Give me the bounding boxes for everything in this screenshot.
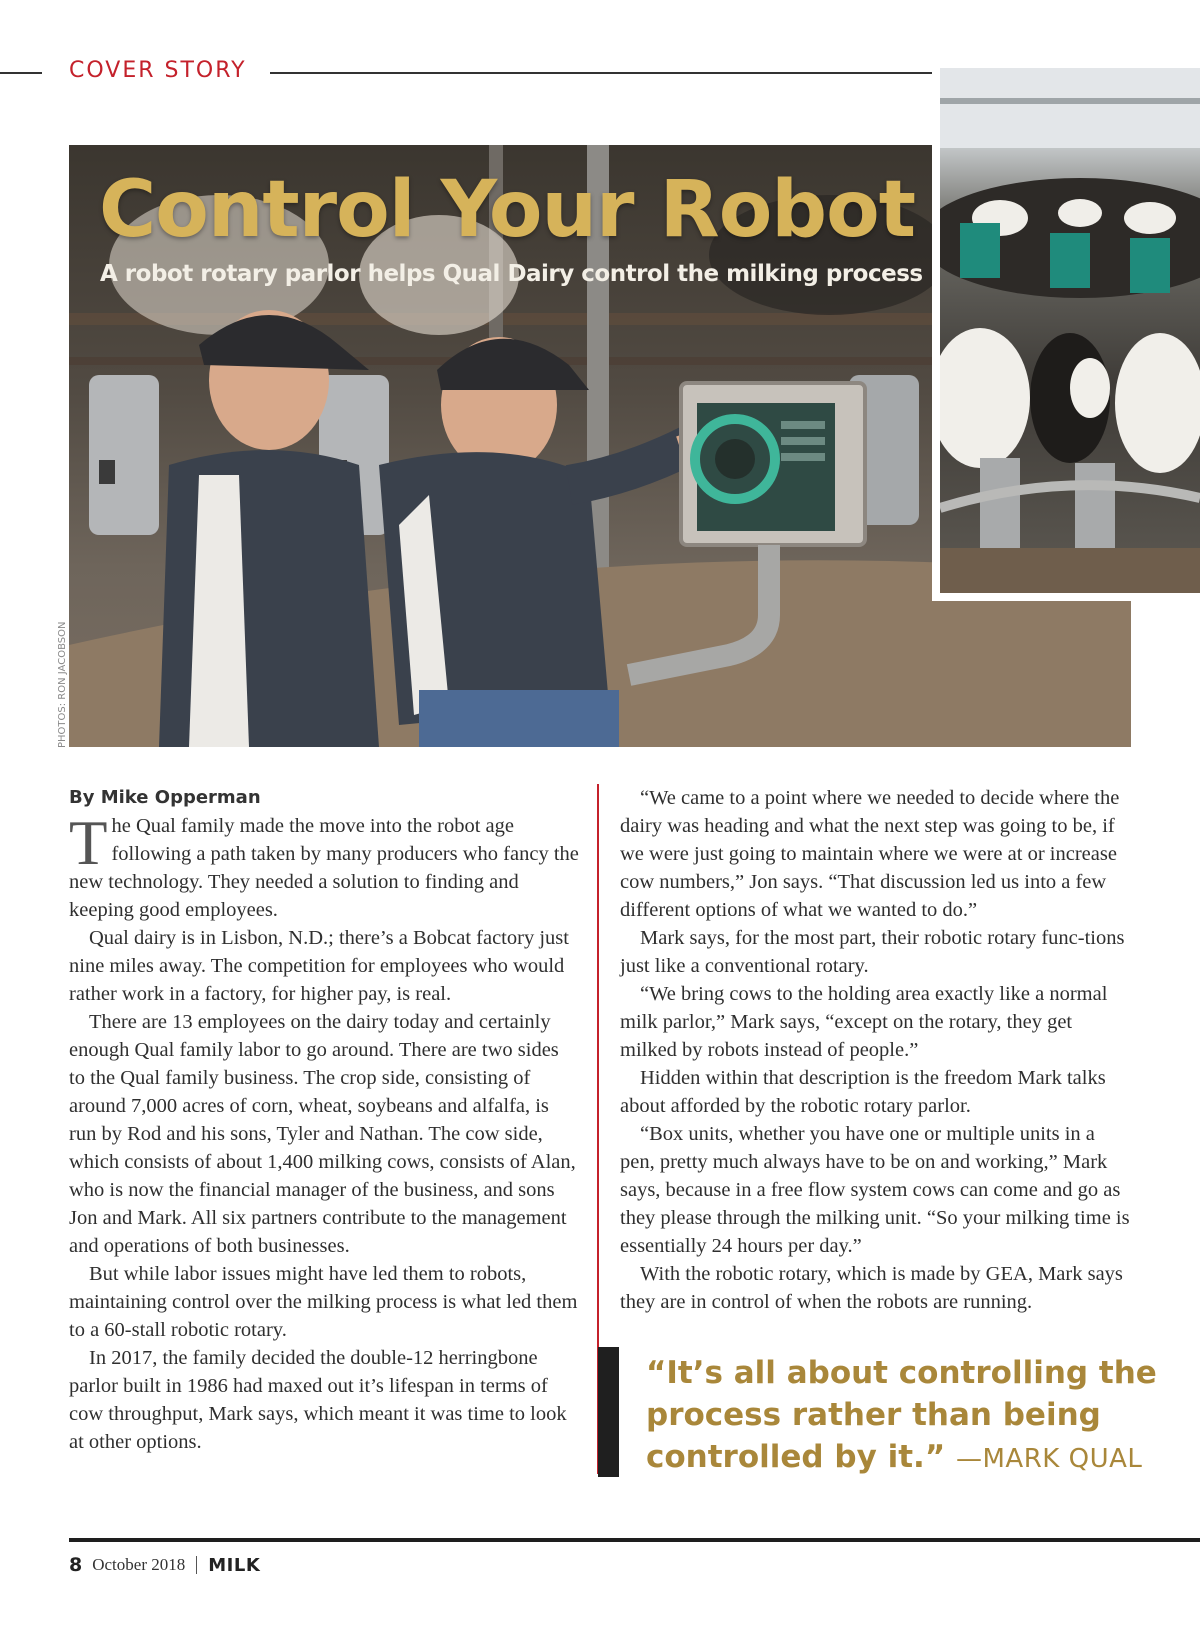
paragraph: “Box units, whether you have one or multiple units in a pen, pretty much always have to be on and working,” Mark says, because in a free flow system cows can come and go as they please through the milking unit. “So your milking time is essentially 24 hours per day.” — [620, 1123, 1130, 1257]
page-number: 8 — [69, 1554, 83, 1576]
paragraph: Mark says, for the most part, their robotic rotary func-tions just like a conventional rotary. — [620, 927, 1125, 977]
header-rule-left — [0, 72, 42, 74]
article-subtitle: A robot rotary parlor helps Qual Dairy control the milking process — [100, 261, 923, 287]
paragraph: Hidden within that description is the freedom Mark talks about afforded by the robotic rotary parlor. — [620, 1067, 1106, 1117]
paragraph: In 2017, the family decided the double-12 herringbone parlor built in 1986 had maxed out it’s lifespan in terms of cow throughput, Mark says, which meant it was time to look at other options. — [69, 1347, 567, 1453]
inset-photo-illustration — [940, 68, 1200, 593]
footer-rule — [69, 1538, 1200, 1542]
byline: By Mike Opperman — [69, 787, 261, 808]
paragraph: There are 13 employees on the dairy today and certainly enough Qual family labor to go around. There are two sides to the Qual family business. The crop side, consisting of around 7,000 acres of corn, wheat, soybeans and alfalfa, is run by Rod and his sons, Tyler and Nathan. The cow side, which consists of about 1,400 milking cows, consists of Alan, who is now the financial manager of the business, and sons Jon and Mark. All six partners contribute to the management and operations of both businesses. — [69, 1011, 576, 1257]
photo-credit: PHOTOS: RON JACOBSON — [57, 621, 68, 748]
drop-cap: T — [69, 808, 108, 878]
section-label: COVER STORY — [69, 58, 247, 83]
paragraph: “We came to a point where we needed to decide where the dairy was heading and what the next step was going to be, if we were just going to maintain where we were at or increase cow numbers,” Jon says. “That discussion led us into a few different options of what we wanted to do.” — [620, 787, 1120, 921]
article-column-left — [69, 784, 579, 1456]
pull-quote-bar — [598, 1347, 619, 1477]
page-footer — [69, 1551, 260, 1579]
footer-separator — [196, 1556, 197, 1574]
issue-date: October 2018 — [92, 1555, 186, 1574]
paragraph-text: he Qual family made the move into the robot age following a path taken by many producers who fancy the new technology. They needed a solution to finding and keeping good employees. — [69, 815, 579, 921]
paragraph: With the robotic rotary, which is made by GEA, Mark says they are in control of when the robots are running. — [620, 1263, 1123, 1313]
paragraph: “We bring cows to the holding area exactly like a normal milk parlor,” Mark says, “except on the rotary, they get milked by robots instead of people.” — [620, 983, 1108, 1061]
article-column-right — [620, 784, 1132, 1316]
paragraph: But while labor issues might have led them to robots, maintaining control over the milking process is what led them to a 60-stall robotic rotary. — [69, 1263, 578, 1341]
publication-logo: MILK — [208, 1554, 261, 1576]
article-title: Control Your Robot — [99, 165, 916, 255]
paragraph — [69, 808, 579, 924]
pull-quote — [646, 1352, 1166, 1480]
paragraph: Qual dairy is in Lisbon, N.D.; there’s a Bobcat factory just nine miles away. The competition for employees who would rather work in a factory, for higher pay, is real. — [69, 927, 569, 1005]
pull-quote-attribution: —MARK QUAL — [956, 1444, 1143, 1474]
inset-photo — [932, 68, 1200, 601]
pull-quote-text: “It’s all about controlling the process rather than being controlled by it.” — [646, 1355, 1157, 1475]
